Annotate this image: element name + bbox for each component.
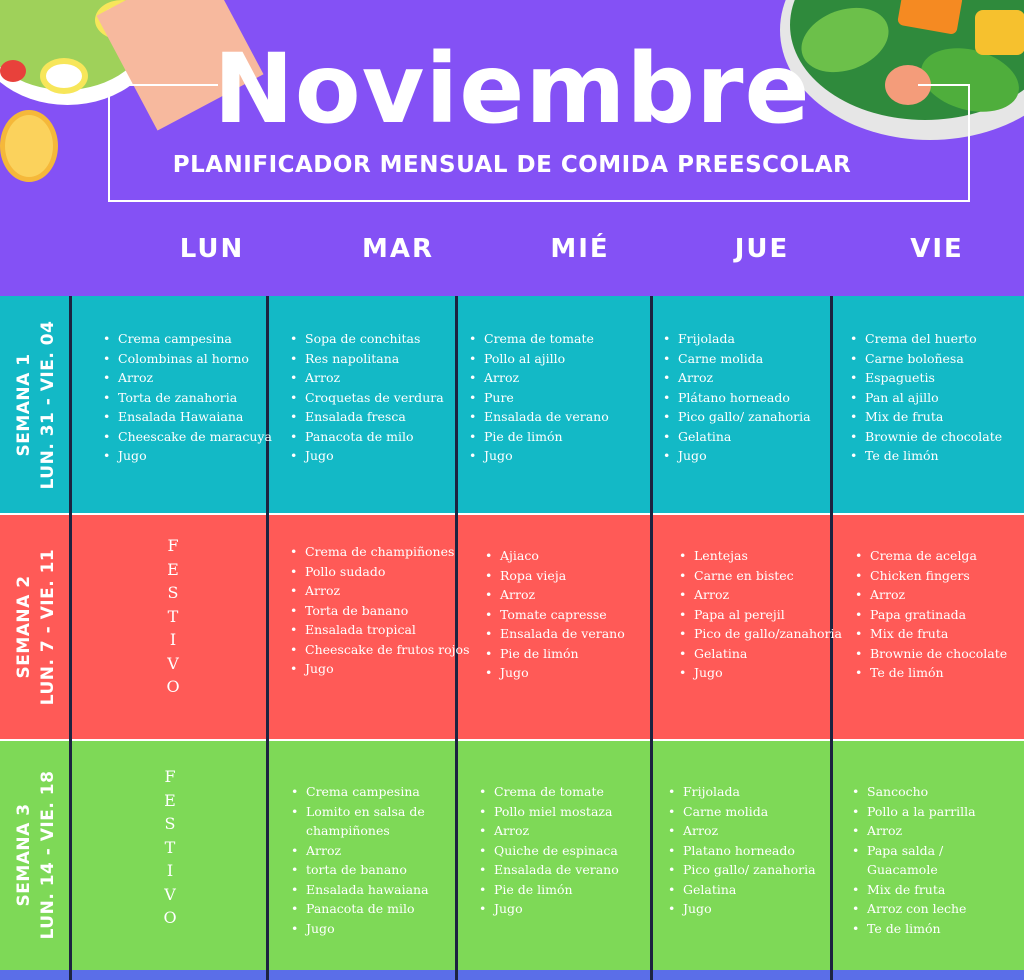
menu-item: • Brownie de chocolate	[865, 427, 1002, 447]
menu-item: • Pollo al ajillo	[484, 349, 609, 369]
menu-item: • Arroz	[694, 585, 842, 605]
menu-item: • Cheescake de maracuya	[118, 427, 272, 447]
festivo-letter: T	[164, 837, 176, 857]
menu-item: • Ensalada de verano	[500, 624, 625, 644]
week-name: SEMANA 1	[14, 353, 34, 457]
menu-item: • Ensalada de verano	[494, 860, 619, 880]
menu-item: • Frijolada	[683, 782, 816, 802]
menu-item: • torta de banano	[306, 860, 446, 880]
menu-item: • Jugo	[305, 659, 470, 679]
festivo-letter: F	[167, 536, 179, 555]
menu-item: • Torta de zanahoria	[118, 388, 272, 408]
menu-item: • Arroz	[494, 821, 619, 841]
menu-item: • Colombinas al horno	[118, 349, 272, 369]
menu-week3-jue	[667, 782, 816, 919]
menu-item: • Pico gallo/ zanahoria	[678, 407, 811, 427]
menu-item: • Res napolitana	[305, 349, 444, 369]
festivo-letter: I	[169, 630, 177, 649]
menu-item: • Pie de limón	[484, 427, 609, 447]
menu-item: • Jugo	[305, 446, 444, 466]
menu-item: • Quiche de espinaca	[494, 841, 619, 861]
week-dates: LUN. 14 - VIE. 18	[38, 770, 58, 940]
menu-item: • Jugo	[306, 919, 446, 939]
menu-item: • Crema de tomate	[494, 782, 619, 802]
menu-item: • Gelatina	[678, 427, 811, 447]
menu-week1-lun	[102, 329, 272, 466]
festivo-letter: O	[166, 677, 180, 696]
menu-item: • Crema campesina	[118, 329, 272, 349]
menu-item: • Panacota de milo	[305, 427, 444, 447]
menu-item: • Ajiaco	[500, 546, 625, 566]
menu-item: • Pan al ajillo	[865, 388, 1002, 408]
week-label-2	[0, 514, 72, 740]
menu-item: • Lomito en salsa de champiñones	[306, 802, 446, 841]
menu-item: • Arroz	[870, 585, 1007, 605]
menu-item: • Ensalada fresca	[305, 407, 444, 427]
menu-item: • Papa gratinada	[870, 605, 1007, 625]
festivo-letter: I	[166, 861, 174, 880]
festivo-letter: V	[167, 653, 179, 673]
menu-item: • Arroz	[305, 581, 470, 601]
festivo-week3	[150, 765, 190, 930]
menu-item: • Arroz	[867, 821, 997, 841]
menu-item: • Brownie de chocolate	[870, 644, 1007, 664]
menu-item: • Crema campesina	[306, 782, 446, 802]
festivo-letter: O	[163, 908, 177, 927]
menu-item: • Ensalada hawaiana	[306, 880, 446, 900]
menu-item: • Plátano horneado	[678, 388, 811, 408]
menu-item: • Gelatina	[694, 644, 842, 664]
column-divider	[650, 296, 653, 980]
menu-item: • Pie de limón	[500, 644, 625, 664]
page-subtitle: PLANIFICADOR MENSUAL DE COMIDA PREESCOLAR	[172, 152, 852, 178]
menu-item: • Ensalada Hawaiana	[118, 407, 272, 427]
menu-item: • Arroz	[500, 585, 625, 605]
menu-item: • Arroz	[484, 368, 609, 388]
menu-item: • Frijolada	[678, 329, 811, 349]
menu-item: • Sancocho	[867, 782, 997, 802]
menu-item: • Te de limón	[870, 663, 1007, 683]
day-header-lun: LUN	[179, 234, 245, 264]
menu-item: • Arroz	[678, 368, 811, 388]
menu-item: • Pollo a la parrilla	[867, 802, 997, 822]
header	[0, 0, 1024, 296]
menu-item: • Espaguetis	[865, 368, 1002, 388]
day-header-vie: VIE	[910, 234, 964, 264]
menu-item: • Lentejas	[694, 546, 842, 566]
menu-item: • Torta de banano	[305, 601, 470, 621]
festivo-letter: V	[164, 884, 176, 904]
day-header-mie: MIÉ	[550, 234, 610, 264]
menu-item: • Arroz	[305, 368, 444, 388]
menu-item: • Pie de limón	[494, 880, 619, 900]
menu-item: • Croquetas de verdura	[305, 388, 444, 408]
menu-item: • Carne molida	[683, 802, 816, 822]
menu-week1-mie	[468, 329, 609, 466]
festivo-week2	[153, 534, 193, 699]
menu-item: • Cheescake de frutos rojos	[305, 640, 470, 660]
menu-item: • Crema de acelga	[870, 546, 1007, 566]
menu-item: • Panacota de milo	[306, 899, 446, 919]
festivo-letter: E	[164, 790, 176, 810]
menu-item: • Jugo	[678, 446, 811, 466]
menu-item: • Jugo	[118, 446, 272, 466]
menu-item: • Carne en bistec	[694, 566, 842, 586]
menu-item: • Carne molida	[678, 349, 811, 369]
week-label-3	[0, 740, 72, 970]
menu-item: • Mix de fruta	[870, 624, 1007, 644]
festivo-letter: S	[167, 583, 179, 602]
menu-week3-mie	[478, 782, 619, 919]
menu-item: • Ensalada de verano	[484, 407, 609, 427]
menu-item: • Te de limón	[865, 446, 1002, 466]
menu-item: • Te de limón	[867, 919, 997, 939]
menu-item: • Pico gallo/ zanahoria	[683, 860, 816, 880]
menu-item: • Platano horneado	[683, 841, 816, 861]
menu-week2-jue	[678, 546, 842, 683]
day-header-jue: JUE	[734, 234, 790, 264]
week-dates: LUN. 7 - VIE. 11	[38, 548, 58, 706]
menu-item: • Papa al perejil	[694, 605, 842, 625]
menu-item: • Arroz	[306, 841, 446, 861]
menu-item: • Ensalada tropical	[305, 620, 470, 640]
menu-item: • Mix de fruta	[867, 880, 997, 900]
festivo-letter: E	[167, 559, 179, 579]
menu-item: • Tomate capresse	[500, 605, 625, 625]
menu-item: • Mix de fruta	[865, 407, 1002, 427]
week-name: SEMANA 2	[14, 575, 34, 679]
menu-week2-vie	[854, 546, 1007, 683]
menu-week1-mar	[289, 329, 444, 466]
menu-item: • Papa salda / Guacamole	[867, 841, 997, 880]
row-divider	[0, 739, 1024, 741]
menu-week1-vie	[849, 329, 1002, 466]
day-header-mar: MAR	[361, 234, 435, 264]
menu-item: • Crema de champiñones	[305, 542, 470, 562]
menu-item: • Crema de tomate	[484, 329, 609, 349]
menu-item: • Carne boloñesa	[865, 349, 1002, 369]
menu-item: • Arroz	[118, 368, 272, 388]
week-dates: LUN. 31 - VIE. 04	[38, 320, 58, 490]
menu-item: • Chicken fingers	[870, 566, 1007, 586]
menu-item: • Pico de gallo/zanahoria	[694, 624, 842, 644]
row-divider	[0, 513, 1024, 515]
menu-item: • Arroz	[683, 821, 816, 841]
menu-item: • Pollo sudado	[305, 562, 470, 582]
week-name: SEMANA 3	[14, 803, 34, 907]
menu-week1-jue	[662, 329, 811, 466]
menu-week2-mie	[484, 546, 625, 683]
menu-item: • Crema del huerto	[865, 329, 1002, 349]
menu-item: • Pollo miel mostaza	[494, 802, 619, 822]
menu-item: • Pure	[484, 388, 609, 408]
menu-week2-mar	[289, 542, 470, 679]
menu-item: • Gelatina	[683, 880, 816, 900]
festivo-letter: T	[167, 606, 179, 626]
bottom-strip	[0, 970, 1024, 980]
menu-item: • Sopa de conchitas	[305, 329, 444, 349]
menu-item: • Jugo	[494, 899, 619, 919]
menu-item: • Jugo	[484, 446, 609, 466]
menu-item: • Arroz con leche	[867, 899, 997, 919]
menu-item: • Jugo	[694, 663, 842, 683]
festivo-letter: F	[164, 767, 176, 786]
menu-item: • Jugo	[683, 899, 816, 919]
menu-item: • Ropa vieja	[500, 566, 625, 586]
menu-week3-vie	[851, 782, 997, 938]
menu-week3-mar	[290, 782, 446, 938]
week-label-1	[0, 296, 72, 514]
festivo-letter: S	[164, 814, 176, 833]
menu-item: • Jugo	[500, 663, 625, 683]
page-title: Noviembre	[213, 33, 811, 145]
